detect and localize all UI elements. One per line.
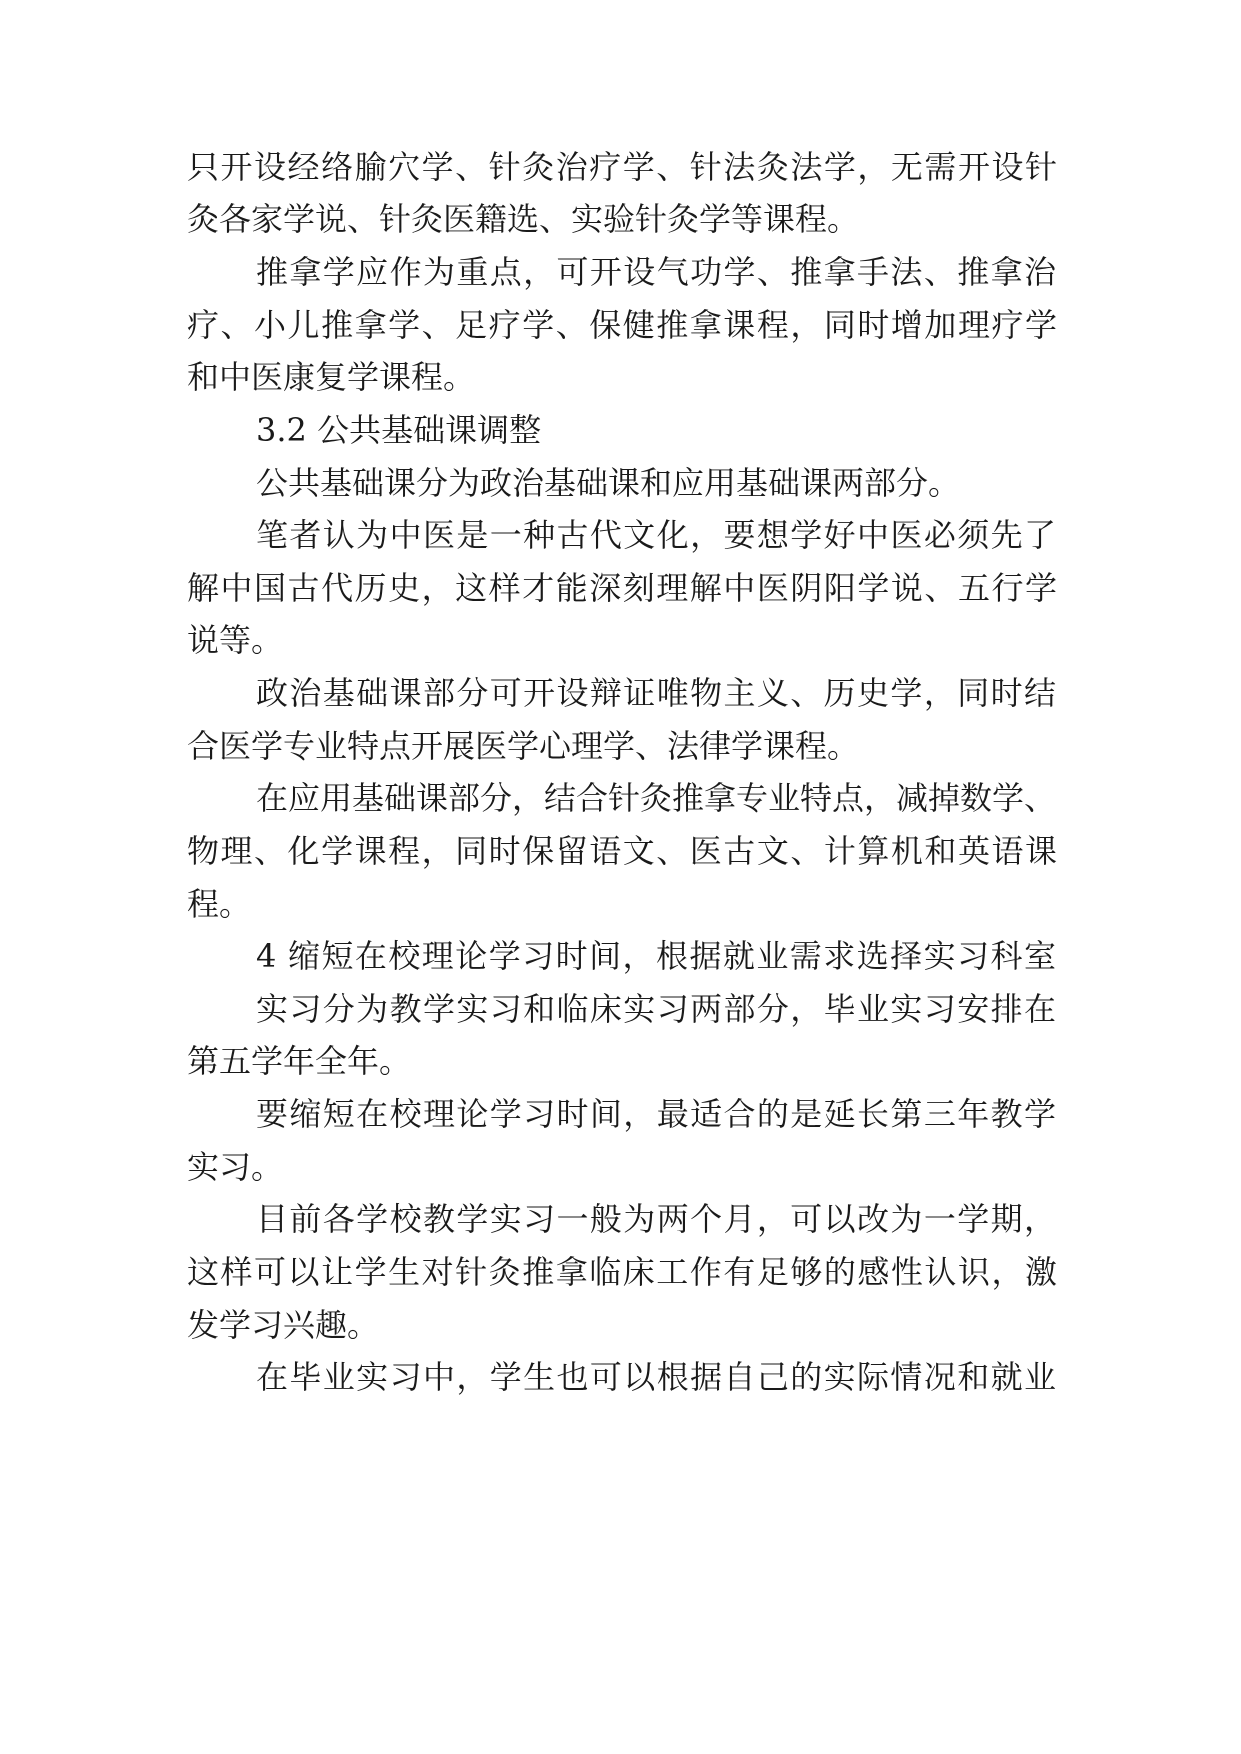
text-line: 物理、化学课程，同时保留语文、医古文、计算机和英语课: [187, 832, 1057, 870]
text-line: 解中国古代历史，这样才能深刻理解中医阴阳学说、五行学: [187, 569, 1057, 607]
text-line: 笔者认为中医是一种古代文化，要想学好中医必须先了: [256, 516, 1056, 554]
text-line: 合医学专业特点开展医学心理学、法律学课程。: [187, 727, 860, 765]
text-line: 和中医康复学课程。: [187, 358, 476, 396]
text-line: 推拿学应作为重点，可开设气功学、推拿手法、推拿治: [256, 253, 1056, 291]
text-line: 程。: [187, 885, 252, 923]
text-line: 第五学年全年。: [187, 1042, 412, 1080]
text-line: 政治基础课部分可开设辩证唯物主义、历史学，同时结: [256, 674, 1056, 712]
section-heading: 4 缩短在校理论学习时间，根据就业需求选择实习科室: [256, 937, 1056, 975]
text-line: 这样可以让学生对针灸推拿临床工作有足够的感性认识，激: [187, 1253, 1057, 1291]
text-line: 灸各家学说、针灸医籍选、实验针灸学等课程。: [187, 200, 860, 238]
text-line: 目前各学校教学实习一般为两个月，可以改为一学期，: [256, 1200, 1056, 1238]
text-line: 实习。: [187, 1148, 284, 1186]
text-line: 疗、小儿推拿学、足疗学、保健推拿课程，同时增加理疗学: [187, 306, 1057, 344]
text-line: 实习分为教学实习和临床实习两部分，毕业实习安排在: [256, 990, 1056, 1028]
text-line: 公共基础课分为政治基础课和应用基础课两部分。: [256, 464, 961, 502]
text-line: 要缩短在校理论学习时间，最适合的是延长第三年教学: [256, 1095, 1056, 1133]
text-line: 说等。: [187, 621, 284, 659]
text-line: 在毕业实习中，学生也可以根据自己的实际情况和就业: [256, 1358, 1056, 1396]
section-heading: 3.2 公共基础课调整: [256, 411, 542, 449]
text-line: 发学习兴趣。: [187, 1306, 380, 1344]
text-line: 在应用基础课部分，结合针灸推拿专业特点，减掉数学、: [256, 779, 1056, 817]
text-line: 只开设经络腧穴学、针灸治疗学、针法灸法学，无需开设针: [187, 148, 1057, 186]
